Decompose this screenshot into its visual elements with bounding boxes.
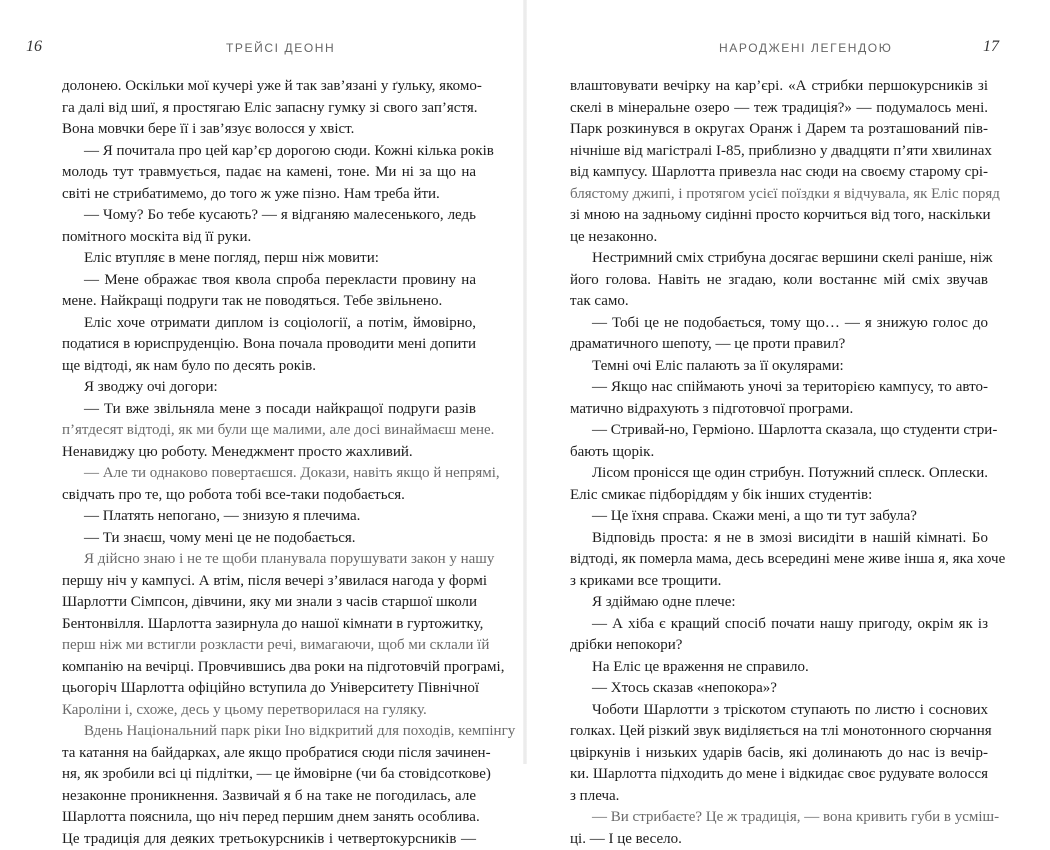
text-line: Шарлотта пояснила, що ніч перед першим днем занять особлива. [62,807,476,829]
text-line: компанію на вечірці. Провчившись два роки на підготовчій програмі, [62,657,476,679]
left-page-body [62,76,476,850]
right-page [525,0,1050,764]
right-running-head: НАРОДЖЕНІ ЛЕГЕНДОЮ [719,41,892,55]
text-line: Лісом проніcся ще один стрибун. Потужний сплеск. Оплески. [570,463,988,485]
text-line: Відповідь проста: я не в змозі висидіти в нашій кімнаті. Бо [570,528,988,550]
text-line: — Ти вже звільняла мене з посади найкращої подруги разів [62,399,476,421]
text-line: — Платять непогано, — знизую я плечима. [62,506,476,528]
text-line: світі не стрибатимемо, до того ж уже пізно. Нам треба йти. [62,184,476,206]
text-line: матично відрахують з підготовчої програми. [570,399,988,421]
text-line: так само. [570,291,988,313]
text-line: свідчать про те, що робота тобі все-таки подобається. [62,485,476,507]
text-line: його голова. Навіть не згадаю, коли востаннє мій сміх звучав [570,270,988,292]
text-line: цьогоріч Шарлотта офіційно вступила до Університету Північної [62,678,476,700]
text-line: скелі в мінеральне озеро — теж традиція?» — подумалось мені. [570,98,988,120]
text-line: — Але ти однаково повертаєшся. Докази, навіть якщо й непрямі, [62,463,476,485]
text-line: Вдень Національний парк ріки Іно відкритий для походів, кемпінгу [62,721,476,743]
text-line: Я здіймаю одне плече: [570,592,988,614]
text-line: драматичного шепоту, — це проти правил? [570,334,988,356]
text-line: першу ніч у кампусі. А втім, після вечері з’явилася нагода у формі [62,571,476,593]
text-line: ня, як зробили всі ці підлітки, — це ймовірне (чи ба стовідсоткове) [62,764,476,786]
text-line: На Еліс це враження не справило. [570,657,988,679]
text-line: ки. Шарлотта підходить до мене і відкидає своє рудувате волосся [570,764,988,786]
text-line: Чоботи Шарлотти з тріскотом ступають по листю і соснових [570,700,988,722]
text-line: — Я почитала про цей кар’єр дорогою сюди. Кожні кілька років [62,141,476,163]
text-line: Кароліни і, схоже, десь у цьому перетворилася на гуляку. [62,700,476,722]
text-line: молодь тут травмується, падає на камені, тоне. Ми ні за що на [62,162,476,184]
left-running-head: ТРЕЙСІ ДЕОНН [226,41,335,55]
text-line: нічніше від магістралі І-85, приблизно у двадцяти п’яти хвилинах [570,141,988,163]
text-line: податися в юриспруденцію. Вона почала проводити мені допити [62,334,476,356]
text-line: з криками все трощити. [570,571,988,593]
text-line: Я зводжу очі догори: [62,377,476,399]
text-line: мене. Найкращі подруги так не поводяться. Тебе звільнено. [62,291,476,313]
text-line: цвіркунів і низьких ударів басів, які долинають до нас із вечір- [570,743,988,765]
text-line: ці. — І це весело. [570,829,988,850]
text-line: Ненавиджу цю роботу. Менеджмент просто жахливий. [62,442,476,464]
text-line: — А хіба є кращий спосіб почати нашу пригоду, окрім як із [570,614,988,636]
text-line: Шарлотти Сімпсон, дівчини, яку ми знали з часів старшої школи [62,592,476,614]
text-line: — Мене ображає твоя кволa спроба перекласти провину на [62,270,476,292]
text-line: це незаконно. [570,227,988,249]
right-page-body [570,76,988,850]
right-page-number: 17 [983,38,999,56]
text-line: Вона мовчки бере її і зав’язує волосся у хвіст. [62,119,476,141]
text-line: Це традиція для деяких третьокурсників і четвертокурсників — [62,829,476,850]
text-line: перш ніж ми встигли розкласти речі, вимагаючи, щоб ми склали їй [62,635,476,657]
text-line: Бентонвілля. Шарлотта зазирнула до нашої кімнати в гуртожитку, [62,614,476,636]
text-line: відтоді, як померла мама, десь всередині мене живе інша я, яка хоче [570,549,988,571]
text-line: п’ятдесят відтоді, як ми були ще малими, але досі винаймаєш мене. [62,420,476,442]
text-line: Я дійсно знаю і не те щоби планувала порушувати закон у нашу [62,549,476,571]
text-line: Еліс втупляє в мене погляд, перш ніж мовити: [62,248,476,270]
text-line: та катання на байдарках, але якщо пробратися сюди після зачинен- [62,743,476,765]
text-line: га далі від шиї, я простягаю Еліс запасну гумку зі свого зап’ястя. [62,98,476,120]
text-line: з плеча. [570,786,988,808]
text-line: Еліс смикає підборіддям у бік інших студентів: [570,485,988,507]
text-line: зі мною на задньому сидінні просто корчиться від того, наскільки [570,205,988,227]
left-page-number: 16 [26,38,42,56]
text-line: — Ви стрибаєте? Це ж традиція, — вона кривить губи в усміш- [570,807,988,829]
text-line: блястому джипі, і протягом усієї поїздки я відчувала, як Еліс поряд [570,184,988,206]
text-line: долонею. Оскільки мої кучері уже й так зав’язані у ґульку, якомо- [62,76,476,98]
text-line: голках. Цей різкий звук виділяється на тлі монотонного сюрчання [570,721,988,743]
text-line: — Чому? Бо тебе кусають? — я відганяю малесенького, ледь [62,205,476,227]
text-line: — Стривай-но, Герміоно. Шарлотта сказала, що студенти стри- [570,420,988,442]
text-line: — Хтось сказав «непокора»? [570,678,988,700]
text-line: влаштовувати вечірку на кар’єрі. «А стрибки першокурсників зі [570,76,988,98]
text-line: дрібки непокори? [570,635,988,657]
text-line: Еліс хоче отримати диплом із соціології, а потім, ймовірно, [62,313,476,335]
text-line: Темні очі Еліс палають за її окулярами: [570,356,988,378]
text-line: — Тобі це не подобається, тому що… — я знижую голос до [570,313,988,335]
text-line: помітного москіта від її руки. [62,227,476,249]
text-line: бають щорік. [570,442,988,464]
text-line: від кампусу. Шарлотта привезла нас сюди на своєму старому срі- [570,162,988,184]
text-line: — Якщо нас спіймають уночі за територією кампусу, то авто- [570,377,988,399]
text-line: — Ти знаєш, чому мені це не подобається. [62,528,476,550]
text-line: незаконне проникнення. Зазвичай я б на таке не погодилась, але [62,786,476,808]
text-line: ще відтоді, як нам було по десять років. [62,356,476,378]
left-page [0,0,525,764]
text-line: — Це їхня справа. Скажи мені, а що ти тут забула? [570,506,988,528]
text-line: Парк розкинувся в округах Оранж і Дарем та розташований пів- [570,119,988,141]
text-line: Нестримний сміх стрибуна досягає вершини скелі раніше, ніж [570,248,988,270]
